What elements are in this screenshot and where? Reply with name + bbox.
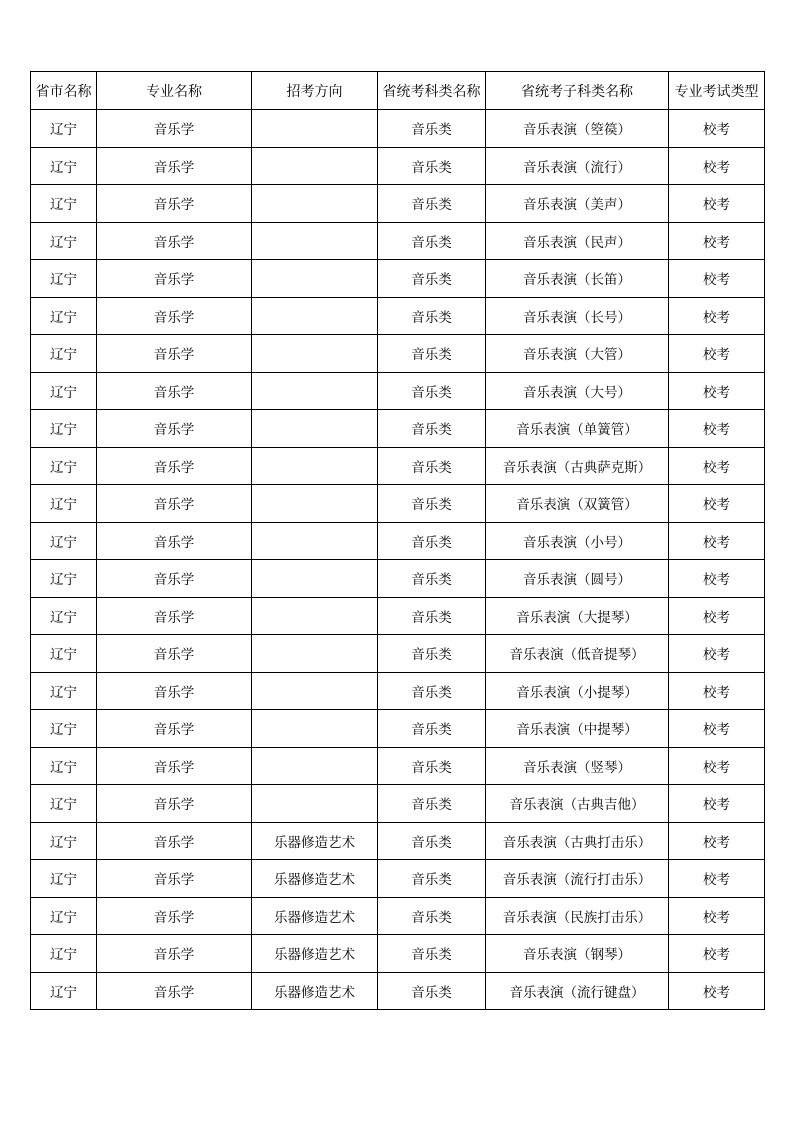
cell-exam-type: 校考 <box>669 410 765 448</box>
cell-direction <box>252 335 378 373</box>
cell-major: 音乐学 <box>97 372 252 410</box>
cell-direction: 乐器修造艺术 <box>252 860 378 898</box>
cell-exam-type: 校考 <box>669 860 765 898</box>
cell-direction <box>252 110 378 148</box>
cell-exam-type: 校考 <box>669 447 765 485</box>
cell-exam-type: 校考 <box>669 110 765 148</box>
cell-major: 音乐学 <box>97 972 252 1010</box>
cell-exam-subcategory: 音乐表演（竖琴） <box>486 747 669 785</box>
cell-province: 辽宁 <box>31 860 97 898</box>
cell-exam-subcategory: 音乐表演（单簧管） <box>486 410 669 448</box>
cell-exam-subcategory: 音乐表演（美声） <box>486 185 669 223</box>
cell-exam-subcategory: 音乐表演（小提琴） <box>486 672 669 710</box>
table-row <box>31 597 765 635</box>
header-major: 专业名称 <box>97 72 252 110</box>
cell-major: 音乐学 <box>97 635 252 673</box>
cell-exam-category: 音乐类 <box>378 972 486 1010</box>
cell-exam-type: 校考 <box>669 635 765 673</box>
cell-exam-category: 音乐类 <box>378 485 486 523</box>
cell-major: 音乐学 <box>97 597 252 635</box>
cell-direction <box>252 672 378 710</box>
table-body <box>31 110 765 1010</box>
cell-exam-subcategory: 音乐表演（流行打击乐） <box>486 860 669 898</box>
cell-exam-category: 音乐类 <box>378 860 486 898</box>
cell-exam-type: 校考 <box>669 897 765 935</box>
cell-exam-type: 校考 <box>669 597 765 635</box>
cell-exam-category: 音乐类 <box>378 222 486 260</box>
cell-direction <box>252 260 378 298</box>
cell-exam-subcategory: 音乐表演（长号） <box>486 297 669 335</box>
cell-direction <box>252 485 378 523</box>
cell-direction <box>252 185 378 223</box>
cell-exam-subcategory: 音乐表演（中提琴） <box>486 710 669 748</box>
cell-exam-category: 音乐类 <box>378 522 486 560</box>
cell-exam-subcategory: 音乐表演（古典吉他） <box>486 785 669 823</box>
cell-direction <box>252 297 378 335</box>
cell-major: 音乐学 <box>97 560 252 598</box>
table-row <box>31 747 765 785</box>
table-row <box>31 860 765 898</box>
cell-province: 辽宁 <box>31 110 97 148</box>
cell-exam-category: 音乐类 <box>378 297 486 335</box>
cell-province: 辽宁 <box>31 372 97 410</box>
cell-province: 辽宁 <box>31 147 97 185</box>
cell-exam-category: 音乐类 <box>378 560 486 598</box>
cell-major: 音乐学 <box>97 335 252 373</box>
cell-direction <box>252 372 378 410</box>
cell-major: 音乐学 <box>97 785 252 823</box>
cell-major: 音乐学 <box>97 410 252 448</box>
cell-province: 辽宁 <box>31 672 97 710</box>
cell-province: 辽宁 <box>31 485 97 523</box>
cell-exam-type: 校考 <box>669 260 765 298</box>
cell-direction: 乐器修造艺术 <box>252 935 378 973</box>
cell-province: 辽宁 <box>31 897 97 935</box>
cell-major: 音乐学 <box>97 185 252 223</box>
cell-exam-type: 校考 <box>669 297 765 335</box>
cell-direction <box>252 597 378 635</box>
cell-exam-subcategory: 音乐表演（民族打击乐） <box>486 897 669 935</box>
cell-exam-category: 音乐类 <box>378 372 486 410</box>
cell-exam-subcategory: 音乐表演（古典打击乐） <box>486 822 669 860</box>
cell-exam-type: 校考 <box>669 372 765 410</box>
table-row <box>31 822 765 860</box>
cell-direction <box>252 710 378 748</box>
cell-province: 辽宁 <box>31 935 97 973</box>
cell-exam-category: 音乐类 <box>378 597 486 635</box>
cell-major: 音乐学 <box>97 860 252 898</box>
table-row <box>31 260 765 298</box>
cell-direction: 乐器修造艺术 <box>252 822 378 860</box>
table-header <box>31 72 765 110</box>
table-row <box>31 222 765 260</box>
cell-exam-type: 校考 <box>669 672 765 710</box>
cell-exam-type: 校考 <box>669 185 765 223</box>
cell-major: 音乐学 <box>97 222 252 260</box>
cell-province: 辽宁 <box>31 560 97 598</box>
cell-exam-subcategory: 音乐表演（双簧管） <box>486 485 669 523</box>
cell-major: 音乐学 <box>97 522 252 560</box>
cell-major: 音乐学 <box>97 822 252 860</box>
cell-exam-category: 音乐类 <box>378 822 486 860</box>
cell-major: 音乐学 <box>97 710 252 748</box>
table-row <box>31 897 765 935</box>
header-row <box>31 72 765 110</box>
cell-major: 音乐学 <box>97 747 252 785</box>
cell-major: 音乐学 <box>97 147 252 185</box>
table-row <box>31 522 765 560</box>
cell-exam-category: 音乐类 <box>378 447 486 485</box>
cell-province: 辽宁 <box>31 185 97 223</box>
cell-exam-category: 音乐类 <box>378 672 486 710</box>
cell-exam-subcategory: 音乐表演（大提琴） <box>486 597 669 635</box>
table-row <box>31 972 765 1010</box>
cell-major: 音乐学 <box>97 672 252 710</box>
cell-exam-category: 音乐类 <box>378 710 486 748</box>
cell-exam-type: 校考 <box>669 747 765 785</box>
cell-major: 音乐学 <box>97 110 252 148</box>
cell-province: 辽宁 <box>31 297 97 335</box>
cell-exam-category: 音乐类 <box>378 410 486 448</box>
cell-province: 辽宁 <box>31 410 97 448</box>
table-row <box>31 635 765 673</box>
cell-major: 音乐学 <box>97 260 252 298</box>
cell-major: 音乐学 <box>97 897 252 935</box>
table-row <box>31 110 765 148</box>
cell-exam-type: 校考 <box>669 522 765 560</box>
cell-exam-category: 音乐类 <box>378 185 486 223</box>
cell-province: 辽宁 <box>31 522 97 560</box>
table-row <box>31 672 765 710</box>
cell-exam-type: 校考 <box>669 222 765 260</box>
cell-province: 辽宁 <box>31 635 97 673</box>
cell-exam-category: 音乐类 <box>378 747 486 785</box>
cell-province: 辽宁 <box>31 222 97 260</box>
cell-exam-type: 校考 <box>669 560 765 598</box>
cell-exam-subcategory: 音乐表演（流行） <box>486 147 669 185</box>
cell-province: 辽宁 <box>31 710 97 748</box>
cell-exam-type: 校考 <box>669 935 765 973</box>
cell-direction <box>252 522 378 560</box>
cell-province: 辽宁 <box>31 447 97 485</box>
header-exam-subcategory: 省统考子科类名称 <box>486 72 669 110</box>
header-exam-type: 专业考试类型 <box>669 72 765 110</box>
cell-exam-category: 音乐类 <box>378 935 486 973</box>
cell-province: 辽宁 <box>31 972 97 1010</box>
cell-exam-type: 校考 <box>669 710 765 748</box>
table-row <box>31 485 765 523</box>
cell-province: 辽宁 <box>31 822 97 860</box>
admission-table <box>30 71 765 1010</box>
header-direction: 招考方向 <box>252 72 378 110</box>
header-exam-category: 省统考科类名称 <box>378 72 486 110</box>
cell-major: 音乐学 <box>97 485 252 523</box>
cell-exam-subcategory: 音乐表演（民声） <box>486 222 669 260</box>
table-row <box>31 297 765 335</box>
cell-direction <box>252 410 378 448</box>
header-province: 省市名称 <box>31 72 97 110</box>
cell-exam-subcategory: 音乐表演（流行键盘） <box>486 972 669 1010</box>
cell-exam-type: 校考 <box>669 972 765 1010</box>
cell-exam-type: 校考 <box>669 147 765 185</box>
cell-direction <box>252 560 378 598</box>
cell-province: 辽宁 <box>31 335 97 373</box>
cell-province: 辽宁 <box>31 747 97 785</box>
cell-exam-category: 音乐类 <box>378 335 486 373</box>
cell-direction: 乐器修造艺术 <box>252 972 378 1010</box>
cell-direction <box>252 447 378 485</box>
cell-exam-subcategory: 音乐表演（圆号） <box>486 560 669 598</box>
table-row <box>31 935 765 973</box>
cell-exam-subcategory: 音乐表演（箜篌） <box>486 110 669 148</box>
table-row <box>31 185 765 223</box>
cell-major: 音乐学 <box>97 935 252 973</box>
cell-exam-subcategory: 音乐表演（大号） <box>486 372 669 410</box>
cell-province: 辽宁 <box>31 260 97 298</box>
cell-direction <box>252 222 378 260</box>
table-row <box>31 710 765 748</box>
cell-exam-category: 音乐类 <box>378 635 486 673</box>
cell-exam-type: 校考 <box>669 485 765 523</box>
cell-major: 音乐学 <box>97 447 252 485</box>
table-row <box>31 560 765 598</box>
cell-direction <box>252 635 378 673</box>
cell-exam-type: 校考 <box>669 335 765 373</box>
cell-exam-subcategory: 音乐表演（古典萨克斯） <box>486 447 669 485</box>
cell-exam-type: 校考 <box>669 785 765 823</box>
table-row <box>31 410 765 448</box>
cell-exam-category: 音乐类 <box>378 785 486 823</box>
table-row <box>31 147 765 185</box>
cell-major: 音乐学 <box>97 297 252 335</box>
cell-exam-subcategory: 音乐表演（低音提琴） <box>486 635 669 673</box>
cell-exam-subcategory: 音乐表演（长笛） <box>486 260 669 298</box>
cell-exam-subcategory: 音乐表演（钢琴） <box>486 935 669 973</box>
cell-exam-subcategory: 音乐表演（小号） <box>486 522 669 560</box>
table-row <box>31 372 765 410</box>
table-row <box>31 447 765 485</box>
table-row <box>31 335 765 373</box>
cell-direction: 乐器修造艺术 <box>252 897 378 935</box>
cell-direction <box>252 785 378 823</box>
cell-exam-category: 音乐类 <box>378 147 486 185</box>
cell-exam-category: 音乐类 <box>378 260 486 298</box>
cell-exam-subcategory: 音乐表演（大管） <box>486 335 669 373</box>
cell-exam-category: 音乐类 <box>378 110 486 148</box>
cell-direction <box>252 747 378 785</box>
cell-exam-type: 校考 <box>669 822 765 860</box>
table-row <box>31 785 765 823</box>
cell-exam-category: 音乐类 <box>378 897 486 935</box>
cell-province: 辽宁 <box>31 785 97 823</box>
cell-direction <box>252 147 378 185</box>
cell-province: 辽宁 <box>31 597 97 635</box>
